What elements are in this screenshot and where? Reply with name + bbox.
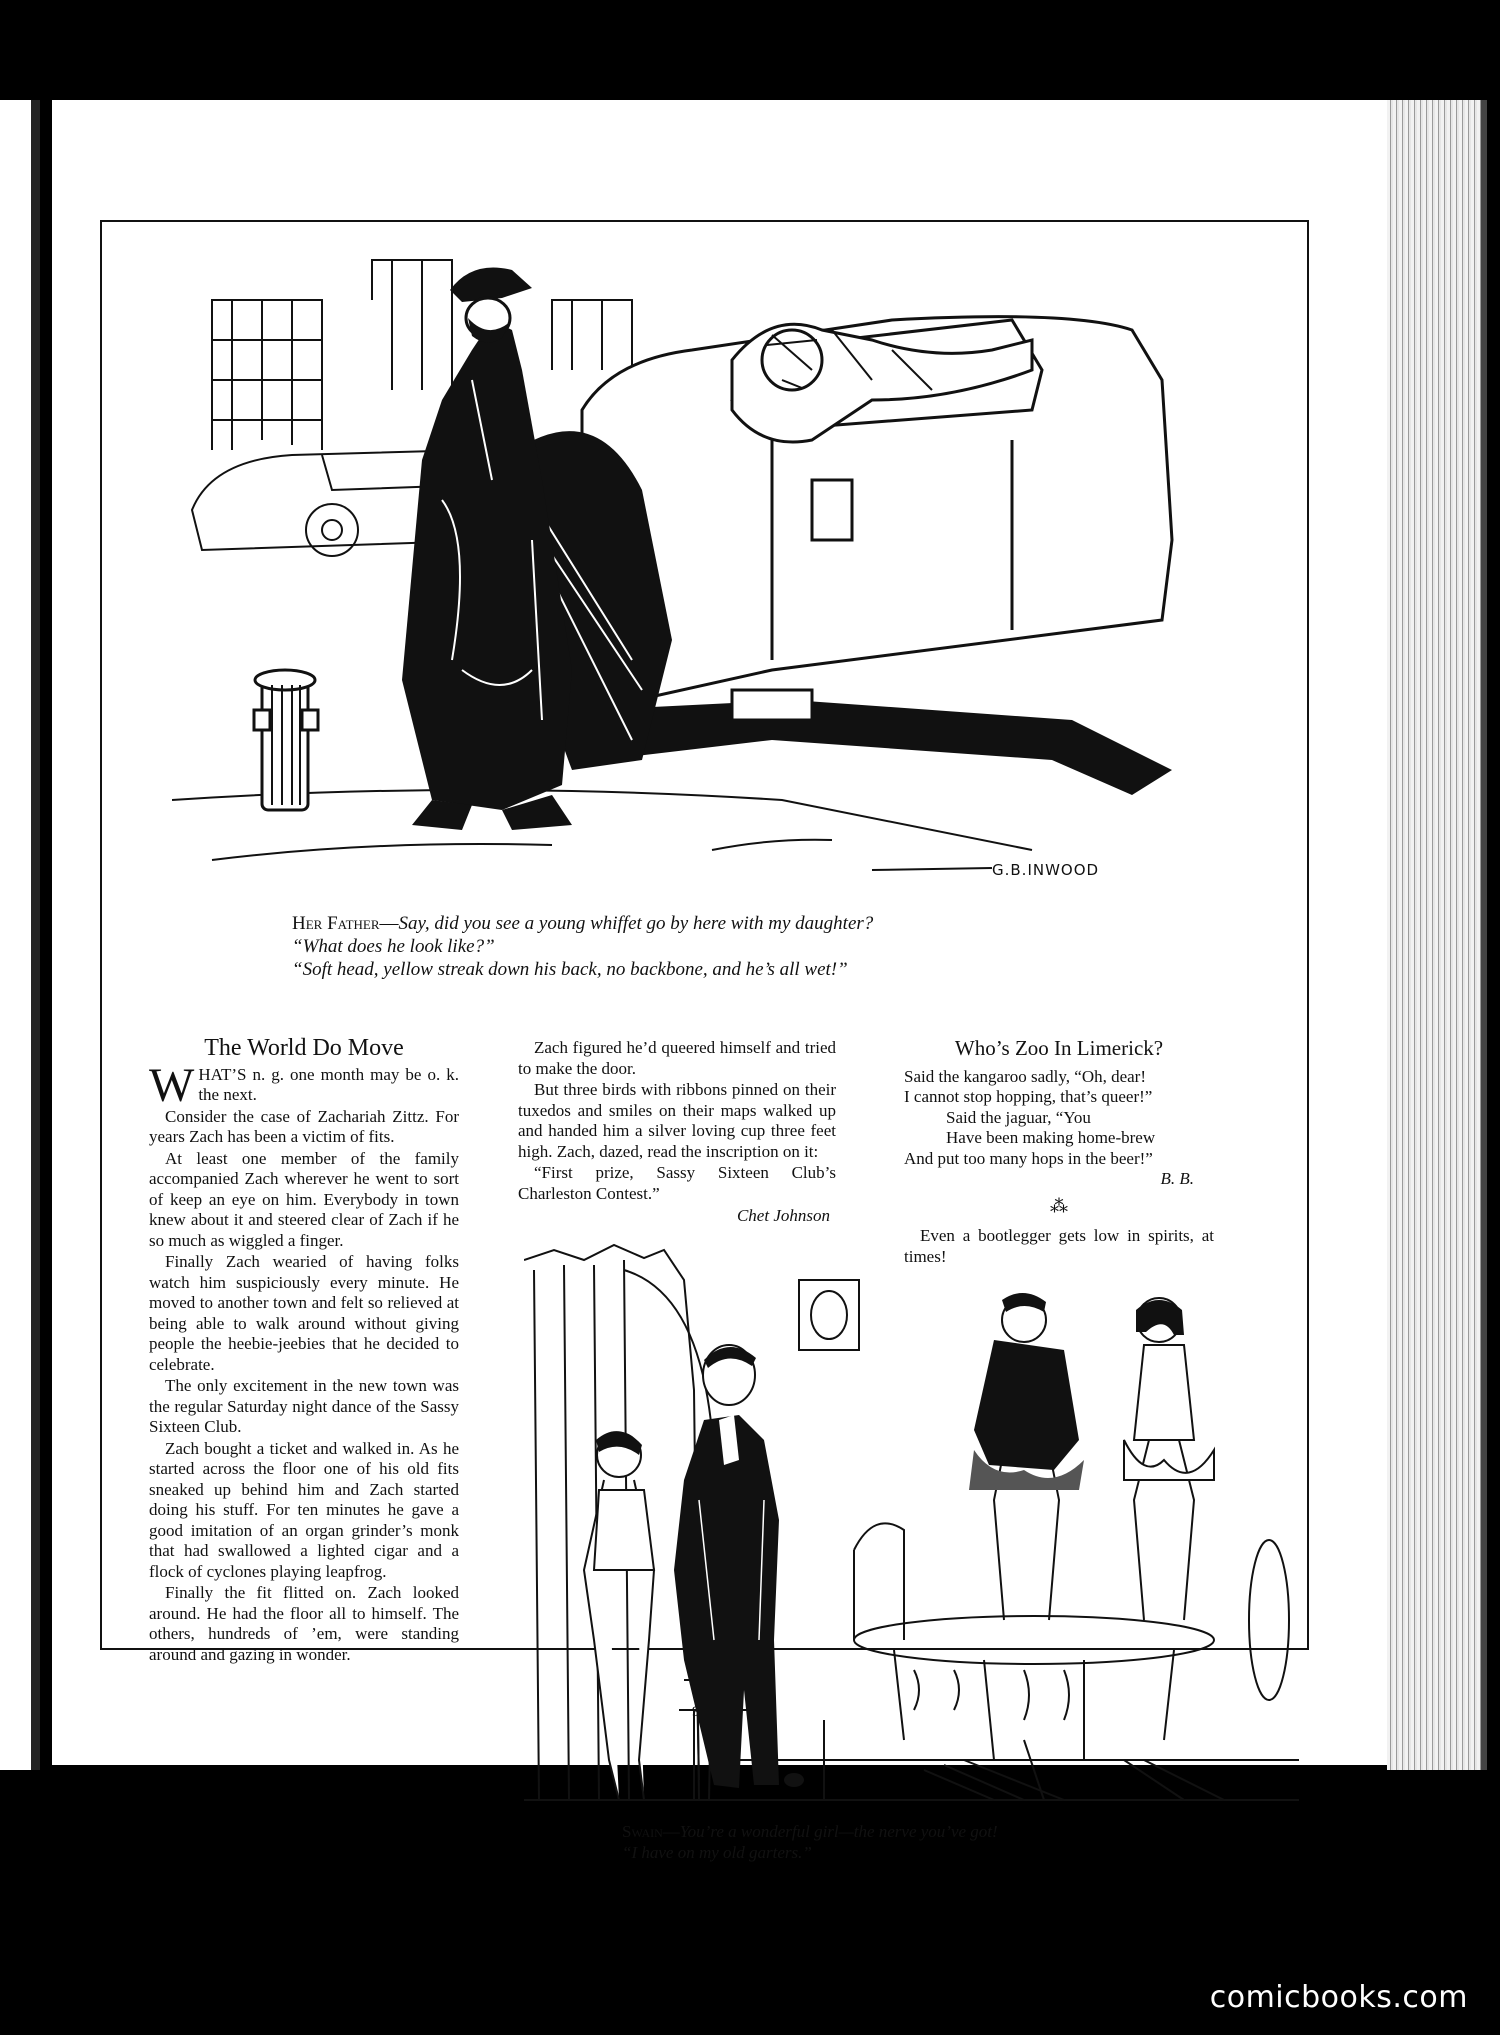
police-car-drawing xyxy=(172,240,1192,895)
caption-quote-3: “Soft head, yellow streak down his back, no backbone, and he’s all wet!” xyxy=(292,959,848,980)
article-paragraph-9: But three birds with ribbons pinned on their tuxedos and smiles on their maps walked up and handed him a silver loving cup three feet high. Zach, dazed, read the inscription on it: xyxy=(518,1080,836,1161)
poem-line-5: And put too many hops in the beer!” xyxy=(904,1148,1153,1168)
limerick xyxy=(904,1067,1214,1170)
article-title: The World Do Move xyxy=(204,1035,404,1061)
poem-signature: B. B. xyxy=(1160,1169,1194,1188)
caption-line-1: Her Father—Say, did you see a young whiffet go by here with my daughter? xyxy=(292,913,874,934)
caption-quote-2: “What does he look like?” xyxy=(292,936,495,957)
poem-line-1: Said the kangaroo sadly, “Oh, dear! xyxy=(904,1066,1147,1086)
dance-room-drawing xyxy=(524,1240,1299,1820)
poem-line-4: Have been making home-brew xyxy=(946,1128,1156,1147)
article-signature: Chet Johnson xyxy=(736,1206,830,1225)
poem-title: Who’s Zoo In Limerick? xyxy=(954,1036,1164,1060)
caption-line-1: Swain—You’re a wonderful girl—the nerve you’ve got! xyxy=(622,1822,998,1841)
bottom-cartoon-illustration xyxy=(524,1240,1299,1820)
article-world-continued-column xyxy=(518,1038,836,1228)
caption-quote-1: You’re a wonderful girl—the nerve you’ve got! xyxy=(679,1822,998,1841)
section-separator: ⁂ xyxy=(1050,1195,1068,1216)
page-stack-edges xyxy=(1387,100,1487,1770)
caption-line-3 xyxy=(292,958,1192,981)
drop-cap: W xyxy=(149,1058,195,1112)
article-world-column xyxy=(149,1035,459,1666)
caption-line-2 xyxy=(622,1842,1242,1863)
article-paragraph-4: Finally Zach wearied of having folks watch him suspiciously every minute. He moved to another town and felt so relieved at being able to walk around without giving people the heebie-jeebies that he decided to celebrate. xyxy=(149,1252,459,1374)
poem-column xyxy=(904,1038,1214,1268)
page-number: 9 xyxy=(692,1704,700,1720)
left-page-edge xyxy=(0,100,40,1770)
top-cartoon-illustration xyxy=(172,240,1192,895)
top-cartoon-caption xyxy=(292,912,1192,981)
poem-line-3: Said the jaguar, “You xyxy=(946,1107,1091,1127)
article-paragraph-5: The only excitement in the new town was the regular Saturday night dance of the Sassy Sixteen Club. xyxy=(149,1376,459,1436)
article-paragraph-8: Zach figured he’d queered himself and tried to make the door. xyxy=(518,1038,836,1078)
caption-quote-2: “I have on my old garters.” xyxy=(622,1843,812,1862)
article-paragraph-1: WHAT’S n. g. one month may be o. k. the next. xyxy=(149,1058,459,1112)
caption-speaker: Swain xyxy=(622,1822,663,1841)
watermark: comicbooks.com xyxy=(1209,1980,1468,2015)
magazine-page xyxy=(52,100,1387,1862)
bootlegger-joke: Even a bootlegger gets low in spirits, at times! xyxy=(904,1226,1214,1266)
artist-signature: G.B.INWOOD xyxy=(992,861,1100,879)
bottom-cartoon-caption xyxy=(622,1821,1242,1863)
article-paragraph-3: At least one member of the family accompanied Zach wherever he went to sort of keep an eye on him. Everybody in town knew about it and steered clear of Zach if he so much as wiggled a finger. xyxy=(149,1148,459,1250)
caption-line-2 xyxy=(292,935,1192,958)
article-paragraph-10: “First prize, Sassy Sixteen Club’s Charleston Contest.” xyxy=(518,1163,836,1203)
caption-speaker: Her Father xyxy=(292,913,380,934)
article-paragraph-2: Consider the case of Zachariah Zittz. For years Zach has been a victim of fits. xyxy=(149,1106,459,1146)
poem-line-2: I cannot stop hopping, that’s queer!” xyxy=(904,1087,1153,1106)
article-paragraph-7: Finally the fit flitted on. Zach looked around. He had the floor all to himself. The others, hundreds of ’em, were standing around and gazing in wonder. xyxy=(149,1583,459,1664)
article-paragraph-6: Zach bought a ticket and walked in. As he started across the floor one of his old fits sneaked up behind him and Zach started doing his stuff. For ten minutes he gave a good imitation of an organ grinder’s monk that had swallowed a lighted cigar and a flock of cyclones playing leapfrog. xyxy=(149,1438,459,1581)
caption-quote-1: Say, did you see a young whiffet go by here with my daughter? xyxy=(398,913,874,934)
